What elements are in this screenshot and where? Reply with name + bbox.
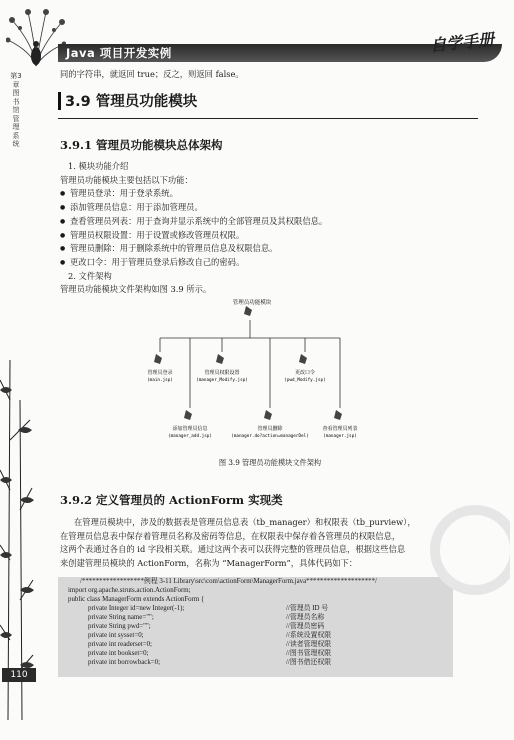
node-label: 管理员权限设置 — [204, 370, 240, 376]
code-line: private int sysset=0; — [88, 632, 144, 639]
architecture-diagram — [130, 296, 380, 444]
code-comment: //读者管理权限 — [286, 641, 332, 648]
bullet-item: ● 更改口令：用于管理员登录后修改自己的密码。 — [60, 256, 480, 270]
node-file: (pwd_Modify.jsp) — [284, 378, 326, 383]
figure-caption: 图 3.9 管理员功能模块文件架构 — [218, 458, 322, 467]
section-heading — [58, 90, 478, 119]
root-node-label: 管理员功能模块 — [232, 300, 272, 306]
peacock-logo-icon — [6, 6, 66, 70]
content-block-1 — [60, 160, 480, 297]
code-line: private String name=""; — [88, 614, 154, 621]
bullet-item: ● 管理员权限设置：用于设置或修改管理员权限。 — [60, 229, 480, 243]
item-2: 2. 文件架构 — [68, 270, 112, 281]
section-bar — [58, 92, 61, 110]
node-add — [168, 410, 212, 439]
code-comment: //图书借还权限 — [286, 659, 332, 666]
code-line: private int bookset=0; — [88, 650, 149, 657]
item-2-text: 管理员功能模块文件架构如图 3.9 所示。 — [60, 284, 212, 295]
paragraph-line: 来创建管理员模块的 ActionForm，名称为 “ManagerForm”，具体代码如下： — [60, 558, 358, 569]
page-number: 110 — [2, 668, 36, 682]
chapter-label: 第3章 图书馆管理系统 — [10, 72, 22, 148]
bullet-item: ● 管理员登录：用于登录系统。 — [60, 187, 480, 201]
tree-illustration-icon — [0, 360, 34, 720]
watermark-icon — [430, 490, 510, 620]
code-line: private Integer id=new Integer(-1); — [88, 605, 185, 612]
bullet-item: ● 管理员删除：用于删除系统中的管理员信息及权限信息。 — [60, 242, 480, 256]
code-comment: //管理员名称 — [286, 614, 325, 621]
series-logo: 自学手册 — [429, 29, 495, 56]
intro-line: 同的字符串，就返回 true；反之，则返回 false。 — [60, 69, 244, 79]
node-label: 管理员删除 — [257, 426, 283, 432]
paragraph-line: 在管理员信息表中保存着管理员名称及密码等信息，在权限表中保存着各管理员的权限信息， — [60, 530, 401, 541]
node-file: (manager_Modify.jsp) — [196, 378, 248, 383]
code-line: import org.apache.struts.action.ActionForm; — [68, 587, 191, 594]
node-file: (manager_add.jsp) — [168, 434, 212, 439]
code-comment: //管理员 ID 号 — [286, 605, 329, 612]
code-comment: //图书管理权限 — [286, 650, 332, 657]
code-line: private int readerset=0; — [88, 641, 152, 648]
node-label: 添加管理员信息 — [172, 426, 208, 432]
node-file: (manager.do?action=managerDel) — [231, 434, 309, 439]
bullet-item: ● 添加管理员信息：用于添加管理员。 — [60, 201, 480, 215]
node-label: 更改口令 — [294, 370, 316, 376]
node-permission — [196, 354, 248, 383]
node-file: (main.jsp) — [147, 378, 173, 383]
node-label: 管理员登录 — [147, 370, 173, 376]
paragraph-line: 在管理员模块中，涉及的数据表是管理员信息表（tb_manager）和权限表（tb_purview）， — [74, 517, 416, 527]
book-title: Java 项目开发实例 — [66, 46, 172, 60]
root-node — [233, 298, 272, 316]
node-file: (manager.jsp) — [323, 434, 357, 439]
item-1: 1. 模块功能介绍 — [68, 161, 129, 171]
node-list — [322, 410, 357, 439]
code-comment: //系统设置权限 — [286, 632, 332, 639]
content-block-2 — [60, 516, 480, 571]
node-label: 查看管理员列表 — [322, 426, 358, 432]
node-delete — [231, 410, 309, 439]
code-comment: //管理员密码 — [286, 623, 325, 630]
code-line: public class ManagerForm extends ActionForm { — [68, 596, 205, 603]
code-line: private int borrowback=0; — [88, 659, 161, 666]
code-header: /******************例程 3-11 Library\src\com\actionForm\ManagerForm.java********************/ — [80, 578, 377, 585]
subsection-title-1: 3.9.1 管理员功能模块总体架构 — [60, 138, 223, 152]
paragraph-line: 这两个表通过各自的 id 字段相关联。通过这两个表可以获得完整的管理员信息，根据这些信息 — [60, 544, 406, 555]
page-header — [0, 0, 514, 70]
node-login — [147, 354, 173, 383]
bullet-item: ● 查看管理员列表：用于查询并显示系统中的全部管理员及其权限信息。 — [60, 215, 480, 229]
code-listing — [58, 577, 453, 677]
node-password — [284, 354, 325, 383]
section-title: 3.9 管理员功能模块 — [65, 94, 198, 110]
subsection-title-2: 3.9.2 定义管理员的 ActionForm 实现类 — [60, 493, 283, 507]
sidebar — [0, 70, 34, 740]
code-line: private String pwd=""; — [88, 623, 151, 630]
item-1-lead: 管理员功能模块主要包括以下功能： — [60, 174, 193, 185]
